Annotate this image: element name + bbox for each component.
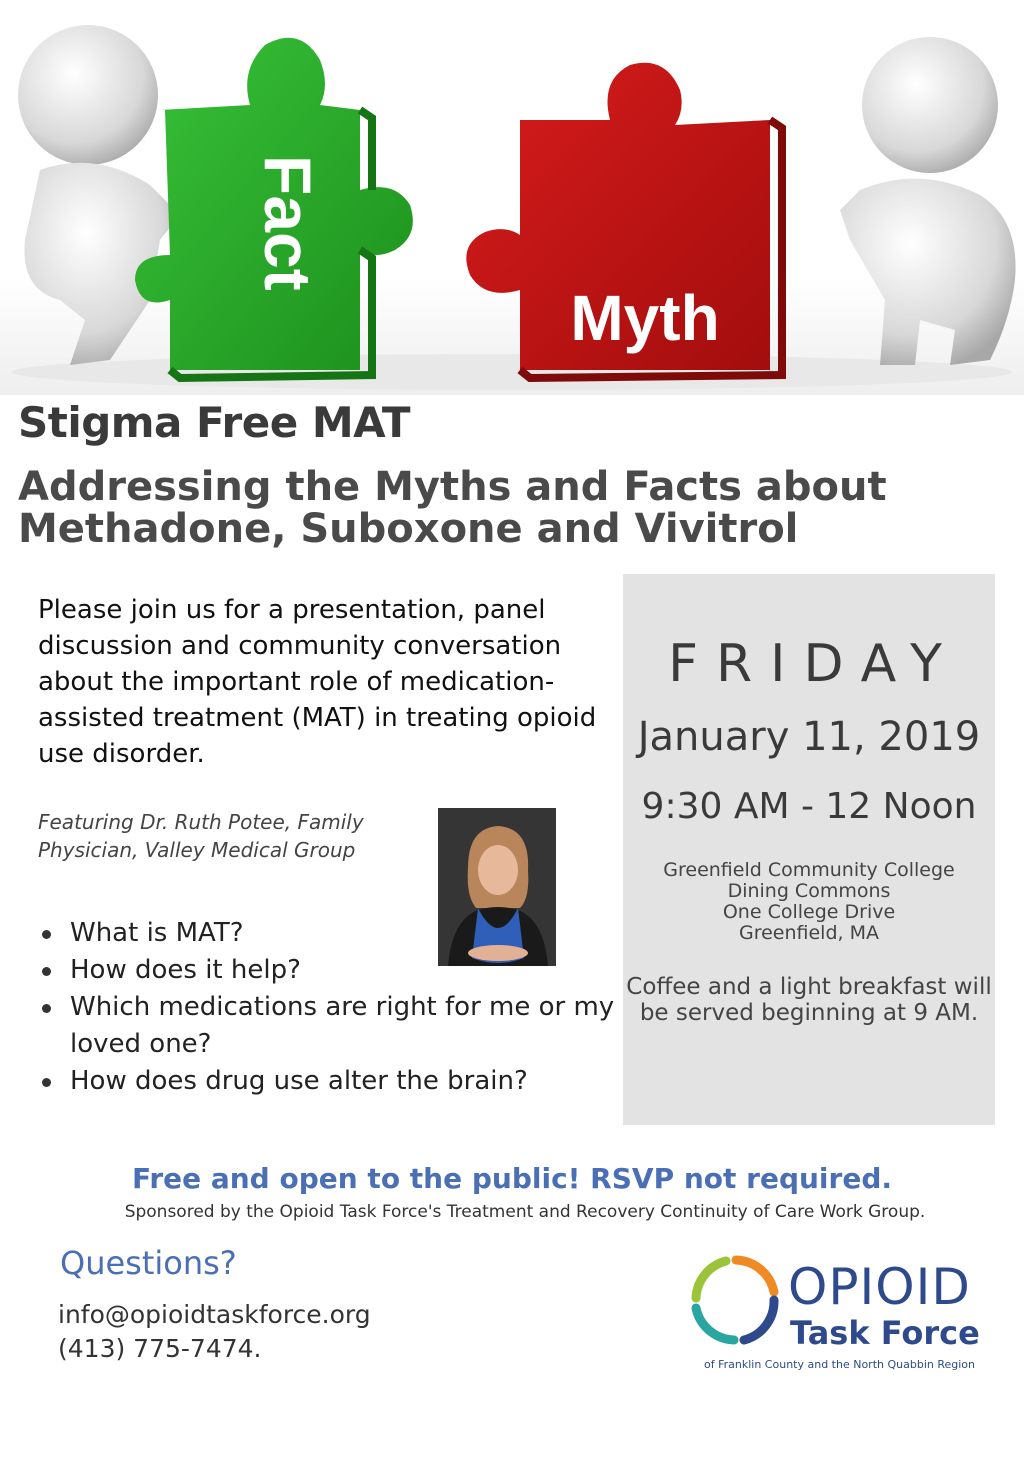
question-list <box>38 915 618 1100</box>
bullet-icon <box>42 1078 51 1087</box>
page-title: Stigma Free MAT <box>18 398 411 447</box>
logo-subtitle: of Franklin County and the North Quabbin Region <box>704 1358 976 1371</box>
bullet-icon <box>42 930 51 939</box>
bullet-icon <box>42 967 51 976</box>
right-figure <box>840 37 1016 365</box>
fact-puzzle-piece <box>135 38 413 378</box>
list-item: How does drug use alter the brain? <box>38 1063 618 1100</box>
hero-image <box>0 0 1024 395</box>
bullet-icon <box>42 1004 51 1013</box>
venue-line: Greenfield Community College <box>663 859 955 881</box>
fact-label: Fact <box>251 155 325 291</box>
venue-line: One College Drive <box>722 901 896 923</box>
featuring-text: Featuring Dr. Ruth Potee, Family Physician, Valley Medical Group <box>38 810 364 862</box>
event-time: 9:30 AM - 12 Noon <box>641 786 977 827</box>
event-venue <box>623 860 995 944</box>
myth-puzzle-piece <box>466 63 782 378</box>
list-item: What is MAT? <box>38 915 618 952</box>
left-figure <box>18 25 180 365</box>
myth-label: Myth <box>570 282 720 354</box>
list-item: How does it help? <box>38 952 618 989</box>
venue-line: Greenfield, MA <box>738 922 879 944</box>
list-item: Which medications are right for me or my loved one? <box>38 989 618 1063</box>
page-subtitle: Addressing the Myths and Facts about Methadone, Suboxone and Vivitrol <box>18 464 887 552</box>
free-admission-banner: Free and open to the public! RSVP not required. <box>131 1162 893 1195</box>
logo-word-task-force: Task Force <box>790 1314 980 1352</box>
breakfast-note: Coffee and a light breakfast will be served beginning at 9 AM. <box>626 974 992 1026</box>
fact-myth-illustration <box>0 0 1024 395</box>
contact-phone[interactable]: (413) 775-7474. <box>58 1334 262 1363</box>
venue-line: Dining Commons <box>727 880 891 902</box>
logo-ring-icon <box>688 1252 784 1356</box>
contact-email[interactable]: info@opioidtaskforce.org <box>58 1300 371 1329</box>
event-details-panel <box>623 574 995 1125</box>
sponsor-text: Sponsored by the Opioid Task Force's Treatment and Recovery Continuity of Care Work Group. <box>124 1202 926 1222</box>
event-day: FRIDAY <box>668 634 960 694</box>
logo-word-opioid: OPIOID <box>788 1258 971 1316</box>
questions-heading: Questions? <box>60 1244 237 1282</box>
event-date: January 11, 2019 <box>637 714 981 760</box>
opioid-task-force-logo <box>688 1252 988 1382</box>
intro-paragraph: Please join us for a presentation, panel discussion and community conversation about the important role of medication-assisted treatment (MAT) in treating opioid use disorder. <box>38 595 597 769</box>
